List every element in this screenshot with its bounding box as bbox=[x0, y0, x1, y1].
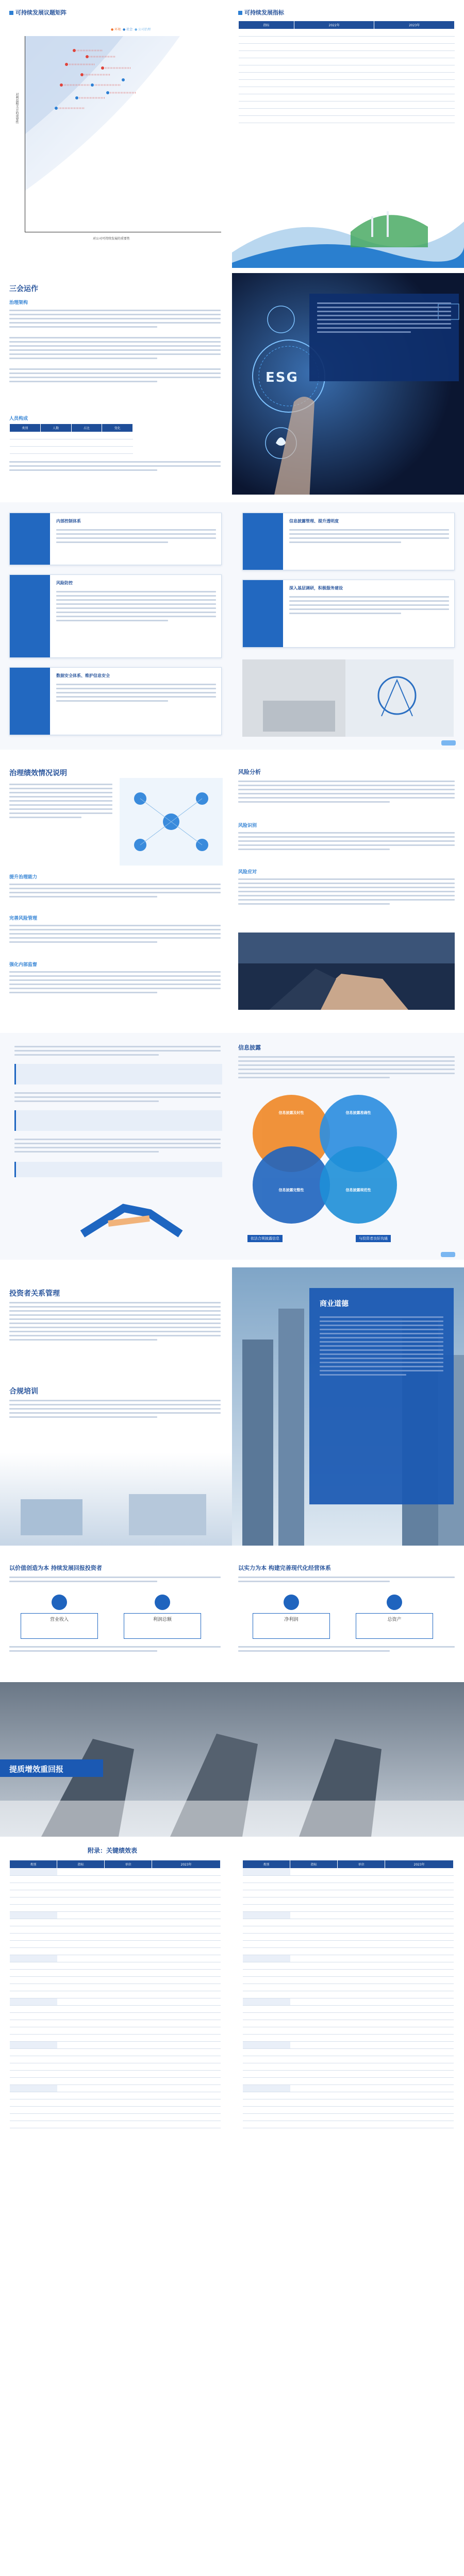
x-axis-label: 对公司可持续发展的重要性 bbox=[93, 237, 130, 241]
table-row bbox=[243, 2092, 454, 2099]
appendix-title: 附录：关键绩效表 bbox=[88, 1847, 138, 1854]
card-disclosure: 信息披露管理、提升透明度 bbox=[242, 513, 455, 570]
investor-page bbox=[0, 1267, 232, 1546]
spread-governance bbox=[0, 273, 464, 495]
table-row bbox=[243, 1941, 454, 1948]
materiality-title: 可持续发展议题矩阵 bbox=[9, 8, 67, 16]
table-row bbox=[10, 1919, 221, 1926]
table-row bbox=[10, 1876, 221, 1883]
table-row bbox=[10, 1970, 221, 1977]
risk-title: 风险分析 bbox=[238, 769, 261, 775]
materiality-page bbox=[0, 0, 232, 268]
left-sub3: 强化内部监督 bbox=[9, 962, 38, 968]
right-sub2: 风险应对 bbox=[238, 870, 257, 875]
table-row bbox=[243, 2114, 454, 2121]
table-row bbox=[243, 2049, 454, 2056]
table-row bbox=[10, 1977, 221, 1984]
card-data-security: 数据安全体系、维护信息安全 bbox=[9, 667, 222, 735]
staff-table: 类别 人数 占比 变化 bbox=[9, 423, 133, 454]
table-row bbox=[10, 1955, 221, 1962]
spread-disclosure bbox=[0, 1033, 464, 1260]
kpi-table: 指标 2022年 2023年 bbox=[238, 21, 455, 123]
org-chart-icon bbox=[10, 513, 50, 565]
bubble-standardization: 信息披露规范性 bbox=[320, 1146, 397, 1224]
table-row bbox=[10, 2006, 221, 2013]
value-right-notes bbox=[238, 1643, 455, 1654]
table-row bbox=[243, 2063, 454, 2071]
disclosure-title: 信息披露 bbox=[238, 1044, 261, 1051]
training-text bbox=[9, 1397, 221, 1420]
training-title: 合规培训 bbox=[9, 1387, 38, 1396]
spread-value bbox=[0, 1553, 464, 1677]
table-row bbox=[10, 1897, 221, 1905]
bar-chart-icon bbox=[52, 1595, 67, 1610]
highlight-box-3 bbox=[14, 1162, 222, 1177]
table-row bbox=[10, 2092, 221, 2099]
bubble-completeness: 信息披露完整性 bbox=[253, 1146, 330, 1224]
value-left-text bbox=[9, 1574, 221, 1585]
governance-page bbox=[0, 273, 232, 495]
risk-text bbox=[238, 778, 455, 805]
spread-performance bbox=[0, 757, 464, 1025]
table-row bbox=[243, 1905, 454, 1912]
table-row bbox=[10, 1991, 221, 1998]
table-row bbox=[243, 2107, 454, 2114]
org-chart-icon bbox=[243, 580, 283, 647]
disclosure-left bbox=[0, 1033, 232, 1260]
table-row bbox=[10, 1998, 221, 2006]
staff-subtitle: 人员构成 bbox=[9, 416, 28, 421]
table-row bbox=[10, 2049, 221, 2056]
table-row bbox=[10, 2013, 221, 2020]
spread-materiality bbox=[0, 0, 464, 268]
highlight-box-2 bbox=[14, 1110, 222, 1131]
stat-revenue: 营业收入 bbox=[21, 1595, 98, 1639]
table-row bbox=[243, 2020, 454, 2027]
table-row bbox=[10, 1883, 221, 1890]
tag-compliance: 依法合规披露信息 bbox=[247, 1235, 283, 1242]
disclosure-text-1 bbox=[14, 1090, 221, 1105]
spread-appendix bbox=[0, 1682, 464, 2576]
pie-chart-icon bbox=[155, 1595, 170, 1610]
office-photo bbox=[0, 1453, 232, 1546]
table-row bbox=[10, 2078, 221, 2085]
kpi-title: 可持续发展指标 bbox=[238, 8, 284, 16]
card-internal-control: 内部控制体系 bbox=[9, 513, 222, 565]
table-row bbox=[243, 1883, 454, 1890]
left-sub1-text bbox=[9, 881, 221, 900]
value-right-text bbox=[238, 1574, 455, 1585]
org-chart-icon bbox=[10, 668, 50, 735]
performance-intro bbox=[9, 781, 112, 821]
table-row bbox=[243, 2013, 454, 2020]
table-row bbox=[243, 2056, 454, 2063]
table-row bbox=[10, 2107, 221, 2114]
ethics-text bbox=[320, 1314, 443, 1378]
table-row bbox=[243, 2099, 454, 2107]
table-row bbox=[10, 2114, 221, 2121]
stat-profit: 利润总额 bbox=[124, 1595, 201, 1639]
appendix-table-right: 类别 指标 单位 2023年 bbox=[242, 1860, 454, 2128]
card-risk: 风险防控 bbox=[9, 574, 222, 658]
table-row bbox=[10, 1926, 221, 1934]
handshake-graphic bbox=[72, 1188, 191, 1249]
table-row bbox=[243, 1897, 454, 1905]
stat-net-profit: 净利润 bbox=[253, 1595, 330, 1639]
table-row bbox=[243, 2006, 454, 2013]
table-row bbox=[10, 2035, 221, 2042]
appendix-table-left: 类别 指标 单位 2023年 bbox=[9, 1860, 221, 2128]
investor-text bbox=[9, 1299, 221, 1343]
right-sub1-text bbox=[238, 829, 455, 853]
y-axis-label: 对利益相关方的重要性 bbox=[15, 93, 19, 124]
right-sub1: 风险识别 bbox=[238, 823, 257, 828]
network-people-illustration bbox=[120, 778, 223, 866]
table-row bbox=[243, 1934, 454, 1941]
table-row bbox=[243, 2071, 454, 2078]
investor-title: 投资者关系管理 bbox=[9, 1290, 60, 1298]
value-left bbox=[0, 1553, 232, 1677]
bullet-icon bbox=[238, 11, 242, 15]
handshake-photo bbox=[238, 933, 455, 1010]
bullet-icon bbox=[9, 11, 13, 15]
table-row bbox=[10, 1941, 221, 1948]
table-row bbox=[243, 1962, 454, 1970]
org-chart-icon bbox=[10, 575, 50, 657]
table-row bbox=[243, 2042, 454, 2049]
table-row bbox=[243, 2027, 454, 2035]
table-row bbox=[10, 2071, 221, 2078]
table-row bbox=[10, 1890, 221, 1897]
table-row bbox=[243, 1890, 454, 1897]
coin-icon bbox=[284, 1595, 299, 1610]
table-row bbox=[10, 1912, 221, 1919]
disclosure-right bbox=[232, 1033, 464, 1260]
table-row bbox=[243, 1948, 454, 1955]
tag-communication: 与投资者良好沟通 bbox=[356, 1235, 391, 1242]
table-row bbox=[10, 1934, 221, 1941]
structure-subtitle: 治理架构 bbox=[9, 300, 28, 306]
matrix-gradient bbox=[25, 36, 221, 232]
value-right bbox=[232, 1553, 464, 1677]
esg-label: ESG bbox=[266, 370, 299, 385]
value-left-title: 以价值创造为本 持续发展回报投资者 bbox=[9, 1565, 102, 1571]
table-row bbox=[243, 2085, 454, 2092]
table-row bbox=[10, 2085, 221, 2092]
bubble-accuracy: 信息披露准确性 bbox=[320, 1095, 397, 1172]
table-row bbox=[10, 1905, 221, 1912]
right-sub2-text bbox=[238, 876, 455, 907]
left-sub2: 完善风险管理 bbox=[9, 916, 38, 921]
table-row bbox=[10, 2027, 221, 2035]
table-row bbox=[243, 1955, 454, 1962]
table-row bbox=[243, 2035, 454, 2042]
esg-photo-page bbox=[232, 273, 464, 495]
table-row bbox=[10, 2099, 221, 2107]
ethics-page bbox=[232, 1267, 464, 1546]
performance-page bbox=[0, 757, 232, 1025]
table-row bbox=[10, 1869, 221, 1876]
structure-text bbox=[9, 307, 221, 385]
spread-controls bbox=[0, 502, 464, 750]
table-row bbox=[10, 2121, 221, 2128]
stat-total-assets: 总资产 bbox=[356, 1595, 433, 1639]
table-row bbox=[243, 2121, 454, 2128]
risk-page bbox=[232, 757, 464, 1025]
value-right-title: 以实力为本 构建完善现代化经营体系 bbox=[238, 1565, 331, 1571]
table-row bbox=[243, 1919, 454, 1926]
performance-title: 治理绩效情况说明 bbox=[9, 769, 67, 777]
table-row bbox=[10, 1984, 221, 1991]
table-row bbox=[243, 2078, 454, 2085]
table-row bbox=[10, 1962, 221, 1970]
left-sub2-text bbox=[9, 922, 221, 945]
landscape-illustration bbox=[232, 191, 464, 268]
page-badge bbox=[441, 1252, 455, 1257]
bubble-timeliness: 信息披露及时性 bbox=[253, 1095, 330, 1172]
table-row bbox=[243, 1998, 454, 2006]
table-row bbox=[243, 1977, 454, 1984]
table-row bbox=[243, 1876, 454, 1883]
spread-investor bbox=[0, 1267, 464, 1546]
table-row bbox=[243, 1984, 454, 1991]
governance-title: 三会运作 bbox=[9, 285, 38, 293]
matrix-plot bbox=[25, 36, 221, 232]
table-row bbox=[243, 1869, 454, 1876]
highlight-box-1 bbox=[14, 1064, 222, 1084]
table-row bbox=[10, 1948, 221, 1955]
left-sub3-text bbox=[9, 969, 221, 996]
disclosure-right-text bbox=[238, 1054, 455, 1081]
table-row bbox=[243, 1970, 454, 1977]
table-row bbox=[10, 2020, 221, 2027]
esg-box-text bbox=[317, 300, 451, 335]
left-sub1: 提升治理能力 bbox=[9, 875, 38, 880]
table-row bbox=[243, 1912, 454, 1919]
staff-text bbox=[9, 459, 221, 473]
table-row bbox=[243, 1991, 454, 1998]
disclosure-text-2 bbox=[14, 1136, 221, 1155]
banner-title: 提质增效重回报 bbox=[9, 1765, 64, 1774]
table-row bbox=[243, 1926, 454, 1934]
value-left-notes bbox=[9, 1643, 221, 1654]
table-row bbox=[10, 2063, 221, 2071]
org-chart-icon bbox=[243, 513, 283, 570]
ethics-title: 商业道德 bbox=[320, 1300, 349, 1308]
disclosure-intro bbox=[14, 1043, 221, 1058]
kpi-page bbox=[232, 0, 464, 268]
esg-meeting-photo bbox=[242, 659, 454, 737]
table-row bbox=[10, 2042, 221, 2049]
matrix-legend: ● 环境 ● 社会 ● 公司治理 bbox=[111, 28, 151, 31]
card-research: 深入基层调研，积极服务建设 bbox=[242, 580, 455, 648]
page-badge bbox=[441, 740, 456, 745]
table-row bbox=[10, 2056, 221, 2063]
building-icon bbox=[387, 1595, 402, 1610]
